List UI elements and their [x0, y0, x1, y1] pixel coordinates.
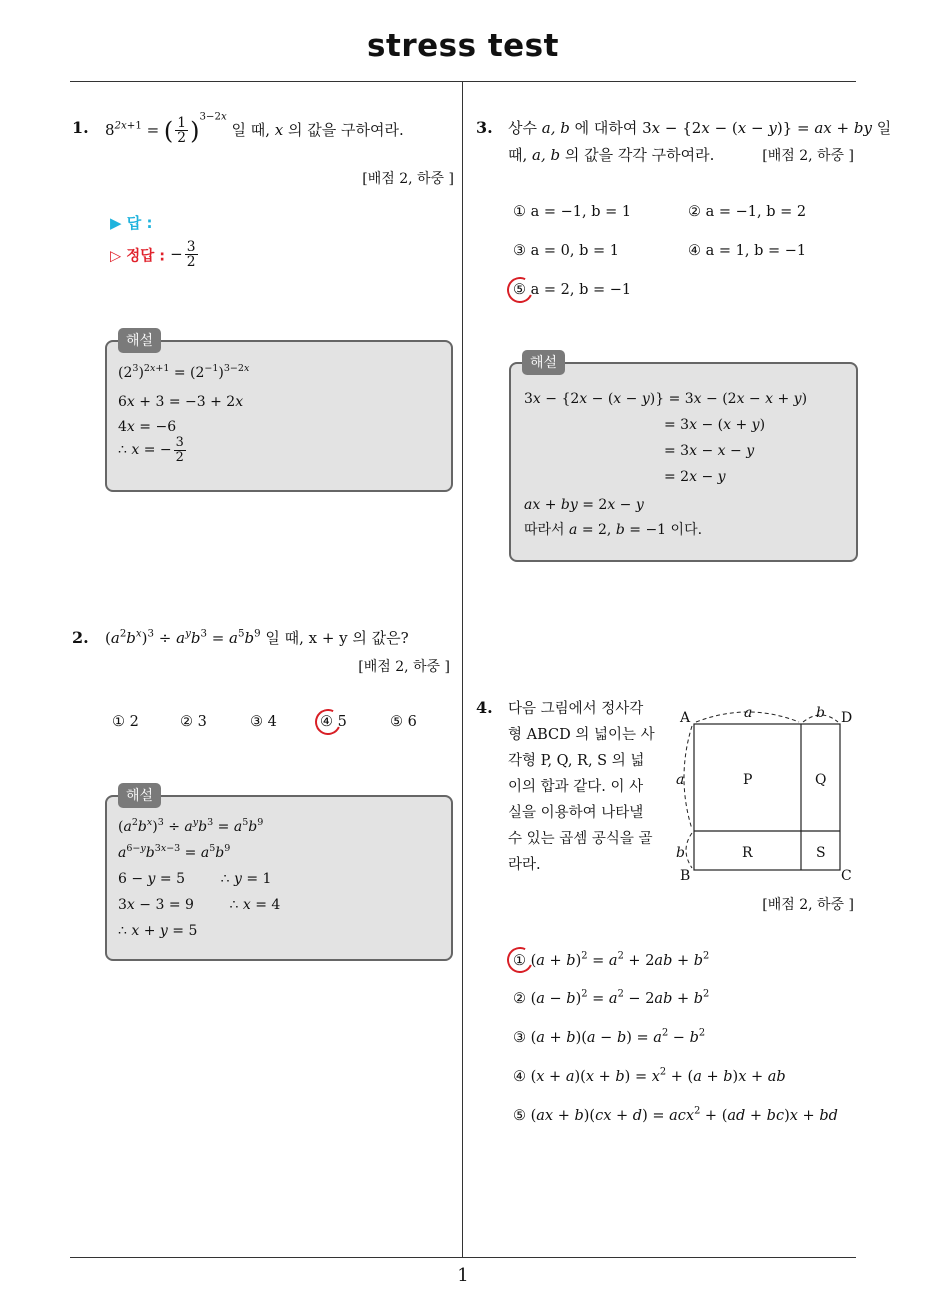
label-region-p: P — [743, 772, 753, 788]
q4-choice-3[interactable]: ③ $(a + b)(a - b) = a^2 - b^2$ — [513, 1027, 706, 1046]
label-side-a-left: a — [676, 772, 685, 788]
q4-line-6: 수 있는 곱셈 공식을 골 — [508, 831, 653, 847]
q3-exp-line-3: = 3x − x − y — [664, 443, 755, 459]
q3-exp-line-5: ax + by = 2x − y — [524, 497, 644, 513]
q3-prompt-line-1: 상수 a, b 에 대하여 3x − {2x − (x − y)} = ax + by 일 — [508, 119, 892, 137]
q4-prompt — [508, 696, 655, 878]
q2-exp-line-2: $a^{6-y}b^{3x-3} = a^5b^9$ — [118, 842, 231, 861]
label-vertex-d: D — [841, 710, 853, 726]
q3-explanation-tag: 해설 — [522, 350, 565, 375]
q3-prompt-line-2: 때, a, b 의 값을 각각 구하여라. — [508, 146, 715, 164]
q3-exp-line-1: 3x − {2x − (x − y)} = 3x − (2x − x + y) — [524, 391, 808, 407]
q3-number: 3. — [476, 118, 493, 137]
q4-square-figure — [670, 700, 860, 885]
q2-number: 2. — [72, 628, 89, 647]
label-region-s: S — [816, 845, 826, 861]
label-side-a-top: a — [744, 705, 753, 721]
label-vertex-b: B — [680, 868, 691, 884]
q2-choice-4[interactable]: ④ 5 — [320, 714, 347, 730]
q4-line-3: 각형 P, Q, R, S 의 넓 — [508, 753, 645, 769]
q2-prompt: $(a^2b^x)^3 \div a^yb^3 = a^5b^9$ 일 때, x + y 의 값은? — [105, 628, 409, 647]
q3-meta: [배점 2, 하중 ] — [762, 148, 854, 164]
q1-answer-label: ▶ 답 : — [110, 214, 153, 232]
q4-line-4: 이의 합과 같다. 이 사 — [508, 779, 644, 795]
q1-explanation-tag: 해설 — [118, 328, 161, 353]
q1-exp-line-2: 6x + 3 = −3 + 2x — [118, 394, 244, 410]
q1-exp-line-3: 4x = −6 — [118, 419, 177, 435]
q2-selected-mark — [311, 705, 344, 738]
column-divider — [462, 81, 463, 1257]
q4-line-7: 라라. — [508, 857, 541, 873]
q3-exp-line-6: 따라서 a = 2, b = −1 이다. — [524, 522, 703, 538]
q1-exp-line-1: $(2^3)^{2x+1} = (2^{-1})^{3-2x}$ — [118, 362, 250, 381]
q1-number: 1. — [72, 118, 89, 137]
q4-choice-4[interactable]: ④ $(x + a)(x + b) = x^2 + (a + b)x$ + ab — [513, 1066, 786, 1085]
q3-choice-2[interactable]: ② a = −1, b = 2 — [688, 204, 807, 220]
page-title: stress test — [367, 28, 559, 64]
q4-choice-5[interactable]: ⑤ (ax + b)(cx + d) = acx$^2$ + (ad + bc)x + bd — [513, 1105, 838, 1124]
q2-exp-line-4: 3x − 3 = 9 ∴ x = 4 — [118, 897, 281, 913]
label-region-q: Q — [815, 772, 827, 788]
q4-meta: [배점 2, 하중 ] — [762, 897, 854, 913]
q3-selected-mark — [503, 273, 536, 306]
q2-choice-2[interactable]: ② 3 — [180, 714, 207, 730]
q4-choice-1[interactable]: ① $(a + b)^2 = a^2 + 2ab + b^2$ — [513, 950, 710, 969]
q2-choice-3[interactable]: ③ 4 — [250, 714, 277, 730]
q1-meta: [배점 2, 하중 ] — [362, 171, 454, 187]
q4-number: 4. — [476, 698, 493, 717]
q4-line-2: 형 ABCD 의 넓이는 사 — [508, 727, 655, 743]
brace-left-a — [684, 726, 692, 829]
label-vertex-c: C — [841, 868, 852, 884]
q2-meta: [배점 2, 하중 ] — [358, 659, 450, 675]
q2-choice-1[interactable]: ① 2 — [112, 714, 139, 730]
label-side-b-left: b — [676, 845, 685, 861]
page-number: 1 — [457, 1265, 469, 1286]
q3-exp-line-4: = 2x − y — [664, 469, 726, 485]
q1-correct-answer: ▷ 정답 : − $\frac{3}{2}$ — [110, 239, 196, 271]
q2-choice-5[interactable]: ⑤ 6 — [390, 714, 417, 730]
q2-exp-line-1: $(a^2b^x)^3 \div a^yb^3 = a^5b^9$ — [118, 816, 264, 835]
top-rule — [70, 81, 856, 82]
q2-explanation-tag: 해설 — [118, 783, 161, 808]
q3-choice-5[interactable]: ⑤ a = 2, b = −1 — [513, 282, 632, 298]
q4-line-1: 다음 그림에서 정사각 — [508, 701, 644, 717]
q3-exp-line-2: = 3x − (x + y) — [664, 417, 766, 433]
label-region-r: R — [742, 845, 753, 861]
label-side-b-top: b — [816, 705, 825, 721]
q1-prompt: $8^{2x+1}$ = ( $\frac{1}{2}$ )$^{3-2x}$ 일 때, x 의 값을 구하여라. — [105, 111, 404, 147]
q3-choice-3[interactable]: ③ a = 0, b = 1 — [513, 243, 619, 259]
q3-choice-4[interactable]: ④ a = 1, b = −1 — [688, 243, 807, 259]
q3-choice-1[interactable]: ① a = −1, b = 1 — [513, 204, 632, 220]
brace-left-b — [686, 833, 692, 868]
q4-choice-2[interactable]: ② $(a - b)^2 = a^2 - 2ab + b^2$ — [513, 988, 710, 1007]
q2-exp-line-5: ∴ x + y = 5 — [118, 923, 198, 939]
q4-selected-mark — [503, 943, 536, 976]
bottom-rule — [70, 1257, 856, 1258]
label-vertex-a: A — [680, 710, 691, 726]
q4-line-5: 실을 이용하여 나타낼 — [508, 805, 644, 821]
q2-exp-line-3: 6 − y = 5 ∴ y = 1 — [118, 871, 272, 887]
q1-exp-line-4: ∴ x = − $\frac{3}{2}$ — [118, 435, 184, 465]
